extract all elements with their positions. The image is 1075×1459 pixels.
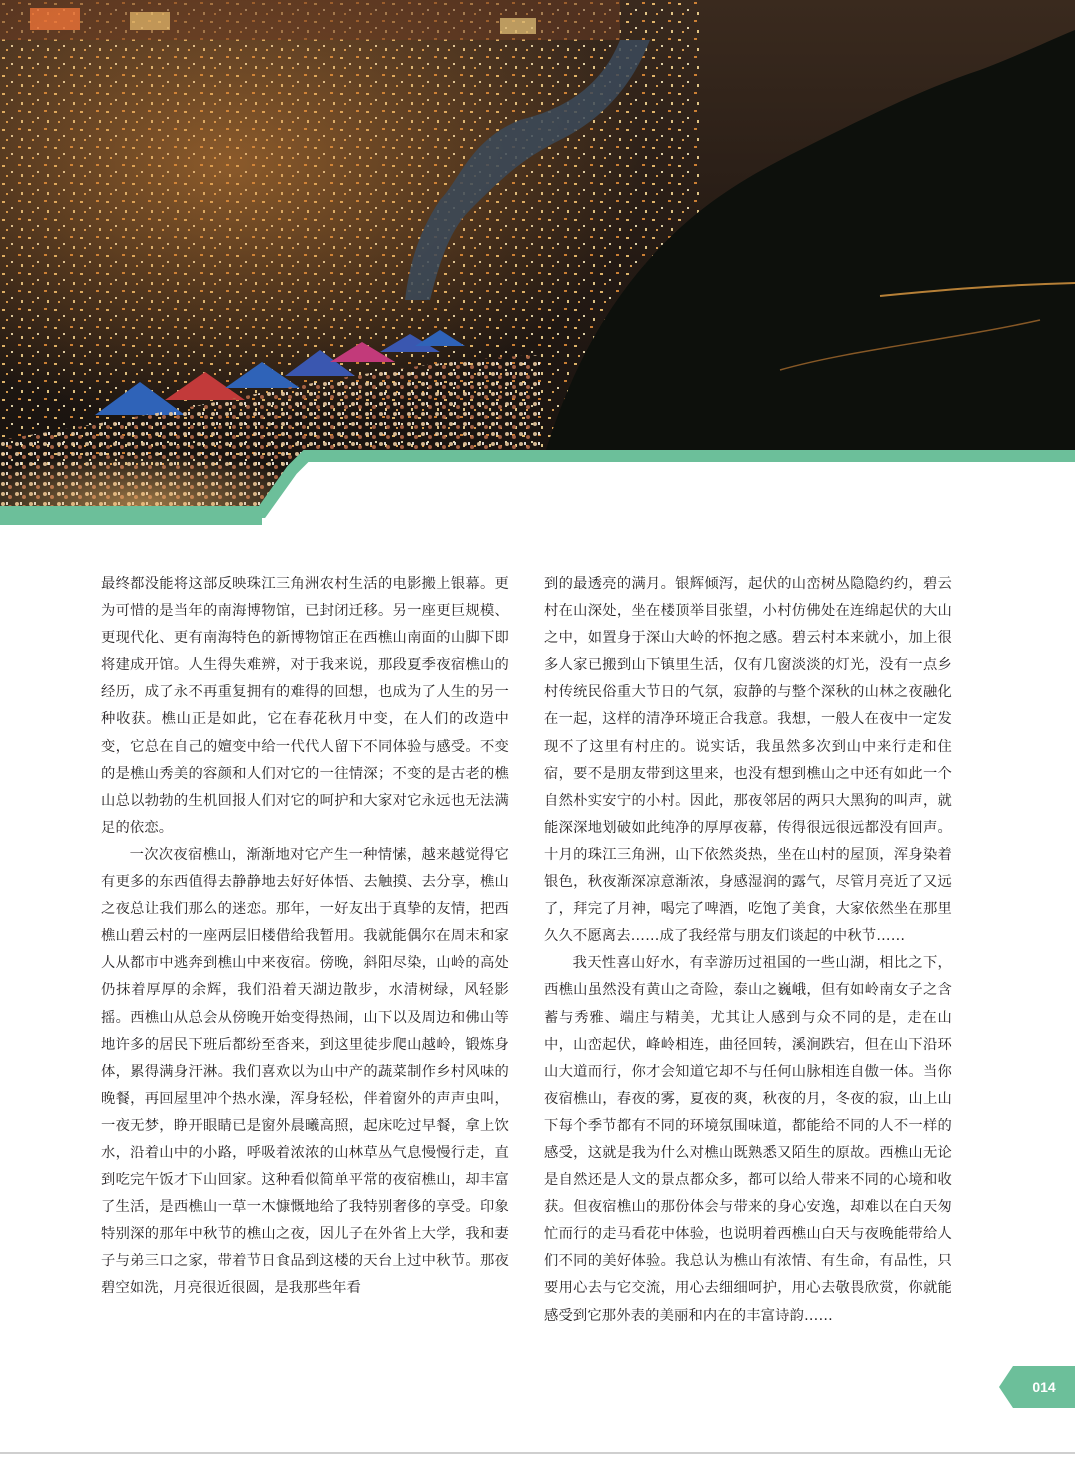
right-paragraph-2: 我天性喜山好水，有幸游历过祖国的一些山湖，相比之下，西樵山虽然没有黄山之奇险，泰山之巍峨，但有如岭南女子之含蓄与秀雅、端庄与精美，尤其让人感到与众不同的是，走在山中，山峦起伏，峰岭相连，曲径回转，溪涧跌宕，但在山下沿环山大道而行，你才会知道它却不与任何山脉相连自傲一体。当你夜宿樵山，春夜的雾，夏夜的爽，秋夜的月，冬夜的寂，山上山下每个季节都有不同的环境氛围味道，都能给不同的人不一样的感受，这就是我为什么对樵山既熟悉又陌生的原故。西樵山无论是自然还是人文的景点都众多，都可以给人带来不同的心境和收获。但夜宿樵山的那份体会与带来的身心安逸，却难以在白天匆忙而行的走马看花中体验，也说明着西樵山白天与夜晚能带给人们不同的美好体验。我总认为樵山有浓情、有生命，有品性，只要用心去与它交流，用心去细细呵护，用心去敬畏欣赏，你就能感受到它那外表的美丽和内在的丰富诗韵……: [544, 955, 952, 1324]
left-text-column: [101, 571, 509, 1303]
right-paragraph-1: 到的最透亮的满月。银辉倾泻，起伏的山峦树丛隐隐约约，碧云村在山深处，坐在楼顶举目张望，小村仿佛处在连绵起伏的大山之中，如置身于深山大岭的怀抱之感。碧云村本来就小，加上很多人家已搬到山下镇里生活，仅有几窗淡淡的灯光，没有一点乡村传统民俗重大节日的气氛，寂静的与整个深秋的山林之夜融化在一起，这样的清净环境正合我意。我想，一般人在夜中一定发现不了这里有村庄的。说实话，我虽然多次到山中来行走和住宿，要不是朋友带到这里来，也没有想到樵山之中还有如此一个自然朴实安宁的小村。因此，那夜邻居的两只大黑狗的叫声，就能深深地划破如此纯净的厚厚夜幕，传得很远很远都没有回声。十月的珠江三角洲，山下依然炎热，坐在山村的屋顶，浑身染着银色，秋夜渐深凉意渐浓，身感湿润的露气，尽管月亮近了又远了，拜完了月神，喝完了啤酒，吃饱了美食，大家依然坐在那里久久不愿离去……成了我经常与朋友们谈起的中秋节……: [544, 576, 952, 945]
left-paragraph-2: 一次次夜宿樵山，渐渐地对它产生一种情愫，越来越觉得它有更多的东西值得去静静地去好好体悟、去触摸、去分享，樵山之夜总让我们那么的迷恋。那年，一好友出于真挚的友情，把西樵山碧云村的一座两层旧楼借给我暂用。我就能偶尔在周末和家人从都市中逃奔到樵山中来夜宿。傍晚，斜阳尽染，山岭的高处仍抹着厚厚的余辉，我们沿着天湖边散步，水清树绿，风轻影摇。西樵山从总会从傍晚开始变得热闹，山下以及周边和佛山等地许多的居民下班后都纷至沓来，到这里徒步爬山越岭，锻炼身体，累得满身汗淋。我们喜欢以为山中产的蔬菜制作乡村风味的晚餐，再回屋里冲个热水澡，浑身轻松，伴着窗外的声声虫叫，一夜无梦，睁开眼睛已是窗外晨曦高照，起床吃过早餐，拿上饮水，沿着山中的小路，呼吸着浓浓的山林草丛气息慢慢行走，直到吃完午饭才下山回家。这种看似简单平常的夜宿樵山，却丰富了生活，是西樵山一草一木慷慨地给了我特别奢侈的享受。印象特别深的那年中秋节的樵山之夜，因儿子在外省上大学，我和妻子与弟三口之家，带着节日食品到这楼的天台上过中秋节。那夜碧空如洗，月亮很近很圆，是我那些年看: [101, 846, 509, 1297]
bottom-rule: [0, 1452, 1075, 1454]
hero-photo: [0, 0, 1075, 525]
night-city-photo-icon: [0, 0, 1075, 525]
page-number: 014: [1032, 1379, 1056, 1395]
right-text-column: [544, 571, 952, 1330]
left-paragraph-1: 最终都没能将这部反映珠江三角洲农村生活的电影搬上银幕。更为可惜的是当年的南海博物馆，已封闭迁移。另一座更巨规模、更现代化、更有南海特色的新博物馆正在西樵山南面的山脚下即将建成开馆。人生得失难辨，对于我来说，那段夏季夜宿樵山的经历，成了永不再重复拥有的难得的回想，也成为了人生的另一种收获。樵山正是如此，它在春花秋月中变，在人们的改造中变，它总在自己的嬗变中给一代代人留下不同体验与感受。不变的是樵山秀美的容颜和人们对它的一往情深；不变的是古老的樵山总以勃勃的生机回报人们对它的呵护和大家对它永远也无法满足的依恋。: [101, 576, 509, 836]
